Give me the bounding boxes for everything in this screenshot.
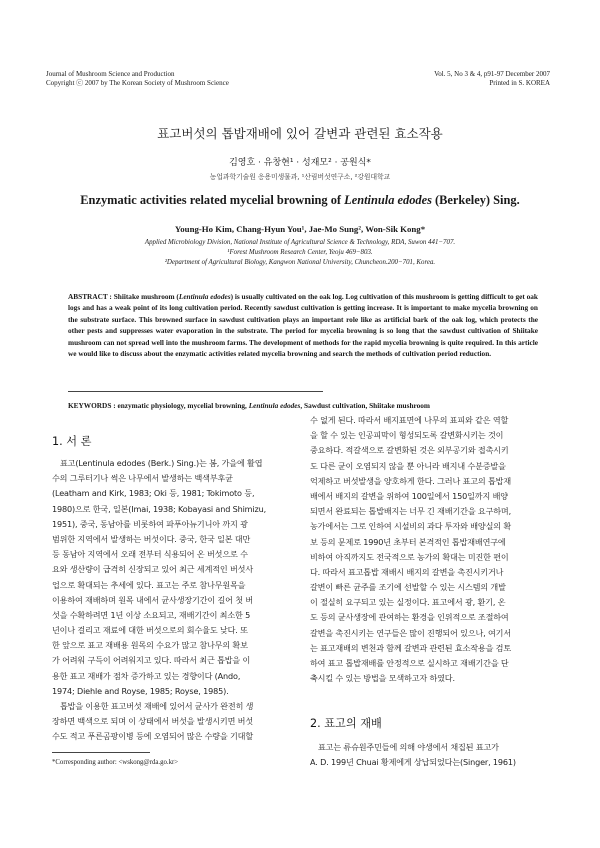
title-english (0, 193, 600, 208)
body-text-line: 섯을 수확하려면 1년 이상 소요되고, 재배기간이 최소한 5 (52, 609, 251, 620)
body-text-line: 요와 생산량이 급격히 신장되고 있어 최근 세계적인 버섯사 (52, 564, 254, 575)
keywords-label: KEYWORDS : (68, 401, 116, 410)
body-text-line: 농가에서는 그로 인하여 시설비의 과다 투자와 배양실의 확 (310, 521, 512, 532)
body-text-line: 되면서 완료되는 톱밥배지는 너무 긴 재배기간을 요구하며, (310, 506, 512, 517)
body-text-line: A. D. 199년 Chuai 황제에게 상납되었다는(Singer, 1961) (310, 757, 516, 768)
section-heading-introduction: 1. 서 론 (52, 435, 92, 448)
body-text-line: 장하면 백색으로 되며 이 상태에서 버섯을 발생시키면 버섯 (52, 716, 254, 727)
body-text-line: 수도 적고 푸른곰팡이병 등에 오염되어 많은 수량을 기대할 (52, 731, 254, 742)
body-text-line: 비하여 아직까지도 전국적으로 농가의 확대는 미진한 편이 (310, 551, 509, 562)
keywords-species: Lentinula edodes (248, 401, 301, 410)
body-text-line: 축시킬 수 있는 방법을 모색하고자 하였다. (310, 673, 455, 684)
body-text-line: 중요하다. 적갈색으로 갈변화된 것은 외부공기와 접촉시키 (310, 445, 509, 456)
abstract-divider (68, 391, 323, 392)
body-text-line: (Leatham and Kirk, 1983; Oki 등, 1981; Tokimoto 등, (52, 488, 255, 499)
body-text-line: 갈변을 촉진시키는 연구들은 많이 진행되어 있으나, 여기서 (310, 627, 512, 638)
header-right (434, 70, 550, 88)
authors-korean: 김영호 · 유창현¹ · 성재모² · 공원식* (229, 158, 371, 168)
affiliations-english (0, 238, 600, 268)
body-text-line: 는 표고재배의 변천과 함께 갈변과 관련된 효소작용을 검토 (310, 642, 512, 653)
abstract-lead: Shiitake mushroom ( (113, 292, 179, 301)
body-text-line: 도 다른 균이 오염되지 않을 뿐 아니라 배지내 수분증발을 (310, 460, 506, 471)
footnote-divider (52, 752, 150, 753)
affiliations-korean: 농업과학기술원 응용미생물과, ¹산림버섯연구소, ²강원대학교 (209, 173, 391, 181)
body-text-line: 1974; Diehle and Royse, 1985; Royse, 1985). (52, 685, 229, 696)
body-text-line: 표고(Lentinula edodes (Berk.) Sing.)는 봄, 가을에 활엽 (60, 458, 263, 468)
keywords-tail: , Sawdust cultivation, Shiitake mushroom (300, 401, 430, 410)
abstract-body: ) is usually cultivated on the oak log. Log cultivation of this mushroom is getting difficult to get oak logs and has a weak point of its long cultivation period. Recently sawdust cultivation is getting increase. It is important to make mycelia browning on the substrate surface. This browned surface in sawdust cultivation plays an important role like as artificial bark of the oak log, which protects the other pests and suppresses water evaporation in the substrate. The period for mycelia browning is so long that the sawdust cultivation of Shiitake mushroom can not spread well into the mushroom farms. The development of methods for the rapid mycelia browning is quite required. In this article we would like to discuss about the enzymatic activities related mycelia browning and search the methods of cultivation period reduction. (68, 292, 538, 359)
body-text-line: 보 등의 문제로 1990년 초부터 본격적인 톱밥재배연구에 (310, 536, 506, 547)
keywords-lead: enzymatic physiology, mycelial browning, (117, 401, 249, 410)
affiliation-line: ¹Forest Mushroom Research Center, Yeoju 469−803. (227, 249, 373, 256)
copyright: Copyright ⓒ 2007 by The Korean Society of Mushroom Science (46, 79, 229, 87)
body-text-line: 다. 따라서 표고톱밥 재배시 배지의 갈변을 촉진시키거나 (310, 566, 504, 577)
body-text-line: 가 어려워 구득이 어려워지고 있다. 따라서 최근 톱밥을 이 (52, 655, 251, 666)
body-text-line: 하여 표고 톱밥재배를 안정적으로 실시하고 재배기간을 단 (310, 658, 509, 668)
body-text-line: 표고는 류슈원주민들에 의해 야생에서 채집된 표고가 (318, 742, 499, 752)
body-text-line: 년이나 걸리고 재료에 대한 버섯으로의 회수율도 낮다. 또 (52, 625, 248, 636)
body-column-right-continued (310, 740, 546, 770)
printed-in: Printed in S. KOREA (489, 79, 550, 87)
title-english-prefix: Enzymatic activities related mycelial browning of (80, 193, 345, 207)
section-heading-cultivation: 2. 표고의 재배 (310, 717, 382, 730)
body-text-line: 1980)으로 한국, 일본(Imai, 1938; Kobayasi and Shimizu, (52, 503, 267, 514)
body-text-line: 업으로 확대되는 추세에 있다. 표고는 주로 참나무원목을 (52, 579, 246, 590)
body-text-line: 도 등의 균사생장에 관여하는 환경을 인위적으로 조절하여 (310, 612, 509, 623)
body-text-line: 이용하여 재배하며 원목 내에서 균사생장기간이 길어 첫 버 (52, 594, 254, 605)
title-english-suffix: (Berkeley) Sing. (431, 193, 520, 207)
title-english-species: Lentinula edodes (344, 193, 432, 207)
body-text-line: 한 앞으로 표고 재배용 원목의 수요가 많고 참나무의 확보 (52, 640, 248, 651)
affiliation-line: ²Department of Agricultural Biology, Kangwon National University, Chuncheon.200−701, Korea. (164, 259, 436, 266)
body-text-line: 1951), 중국, 동남아를 비롯하여 파푸아뉴기니아 까지 광 (52, 518, 248, 529)
body-text-line: 범위한 지역에서 발생하는 버섯이다. 중국, 한국 일본 대만 (52, 533, 251, 544)
journal-name: Journal of Mushroom Science and Production (46, 70, 175, 78)
abstract (68, 291, 538, 359)
body-text-line: 배에서 배지의 갈변을 위하여 100일에서 150일까지 배양 (310, 490, 508, 501)
body-column-right (310, 413, 546, 686)
keywords (68, 401, 548, 410)
body-text-line: 수의 그루터기나 썩은 나무에서 발생하는 백색부후균 (52, 473, 233, 484)
abstract-label: ABSTRACT : (68, 292, 112, 301)
body-text-line: 갈변이 빠른 균주를 조기에 선발할 수 있는 시스템의 개발 (310, 582, 506, 593)
body-text-line: 톱밥을 이용한 표고버섯 재배에 있어서 균사가 완전히 생 (60, 701, 254, 711)
volume-info: Vol. 5, No 3 & 4, p91-97 December 2007 (434, 70, 550, 78)
title-korean: 표고버섯의 톱밥재배에 있어 갈변과 관련된 효소작용 (157, 126, 443, 141)
body-text-line: 억제하고 버섯발생을 양호하게 한다. 그러나 표고의 톱밥재 (310, 475, 512, 486)
body-text-line: 을 할 수 있는 인공피막이 형성되도록 갈변화시키는 것이 (310, 430, 504, 441)
corresponding-author-footnote: *Corresponding author: <wskong@rda.go.kr> (52, 759, 179, 766)
affiliation-line: Applied Microbiology Division, National Institute of Agricultural Science & Technology, RDA, Suwon 441−707. (144, 239, 456, 246)
body-text-line: 용한 표고 재배가 점차 증가하고 있는 경향이다 (Ando, (52, 670, 241, 681)
body-text-line: 등 동남아 지역에서 오래 전부터 식용되어 온 버섯으로 수 (52, 549, 248, 560)
body-text-line: 이 절실히 요구되고 있는 실정이다. 표고에서 광, 환기, 온 (310, 597, 506, 608)
abstract-species: Lentinula edodes (178, 292, 231, 301)
header-left (46, 70, 229, 88)
authors-english: Young-Ho Kim, Chang-Hyun You¹, Jae-Mo Sung², Won-Sik Kong* (174, 224, 426, 234)
body-column-left (52, 456, 288, 745)
body-text-line: 수 없게 된다. 따라서 배지표면에 나무의 표피와 같은 역할 (310, 415, 509, 425)
